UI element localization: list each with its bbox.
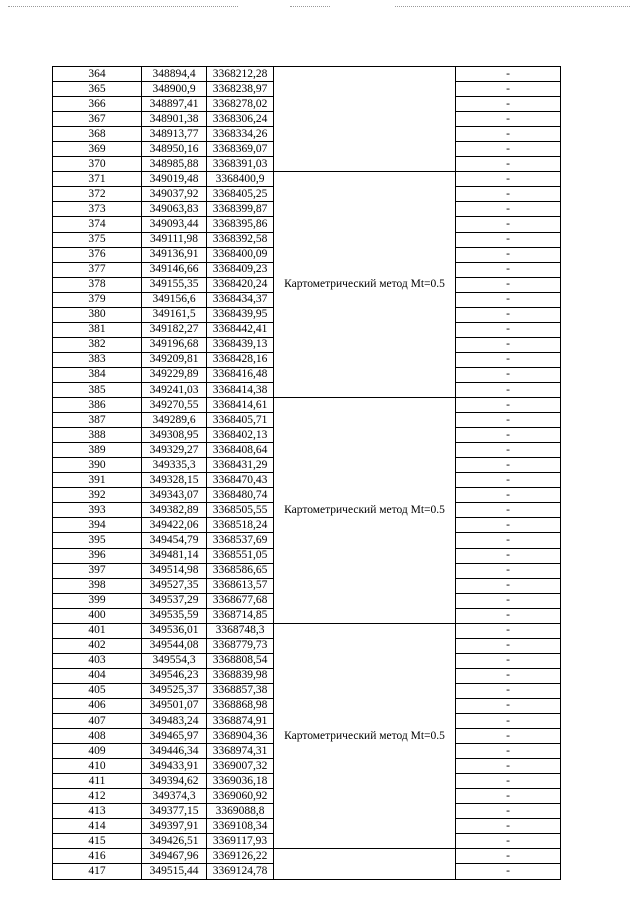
note-cell: -: [456, 774, 561, 789]
point-number-cell: 381: [53, 322, 142, 337]
y-coordinate-cell: 3368212,28: [207, 67, 274, 82]
y-coordinate-cell: 3368400,9: [207, 172, 274, 187]
point-number-cell: 395: [53, 533, 142, 548]
y-coordinate-cell: 3368392,58: [207, 232, 274, 247]
point-number-cell: 405: [53, 683, 142, 698]
y-coordinate-cell: 3369108,34: [207, 819, 274, 834]
note-cell: -: [456, 307, 561, 322]
y-coordinate-cell: 3368518,24: [207, 518, 274, 533]
x-coordinate-cell: 349063,83: [142, 202, 207, 217]
x-coordinate-cell: 349093,44: [142, 217, 207, 232]
table-row: [53, 849, 561, 864]
point-number-cell: 370: [53, 157, 142, 172]
point-number-cell: 394: [53, 518, 142, 533]
x-coordinate-cell: 349514,98: [142, 563, 207, 578]
point-number-cell: 416: [53, 849, 142, 864]
x-coordinate-cell: 348913,77: [142, 127, 207, 142]
point-number-cell: 384: [53, 367, 142, 382]
note-cell: -: [456, 653, 561, 668]
note-cell: -: [456, 593, 561, 608]
y-coordinate-cell: 3368405,71: [207, 413, 274, 428]
y-coordinate-cell: 3368399,87: [207, 202, 274, 217]
x-coordinate-cell: 349241,03: [142, 382, 207, 397]
note-cell: -: [456, 428, 561, 443]
y-coordinate-cell: 3368416,48: [207, 367, 274, 382]
point-number-cell: 399: [53, 593, 142, 608]
x-coordinate-cell: 349501,07: [142, 698, 207, 713]
point-number-cell: 368: [53, 127, 142, 142]
note-cell: -: [456, 367, 561, 382]
x-coordinate-cell: 349182,27: [142, 322, 207, 337]
note-cell: -: [456, 337, 561, 352]
note-cell: -: [456, 262, 561, 277]
note-cell: -: [456, 819, 561, 834]
note-cell: -: [456, 608, 561, 623]
point-number-cell: 388: [53, 428, 142, 443]
note-cell: -: [456, 232, 561, 247]
y-coordinate-cell: 3368677,68: [207, 593, 274, 608]
note-cell: -: [456, 759, 561, 774]
x-coordinate-cell: 348894,4: [142, 67, 207, 82]
scan-artifact-line: [290, 6, 330, 7]
point-number-cell: 393: [53, 503, 142, 518]
y-coordinate-cell: 3368414,61: [207, 398, 274, 413]
method-cell: [274, 849, 456, 879]
point-number-cell: 397: [53, 563, 142, 578]
x-coordinate-cell: 349335,3: [142, 458, 207, 473]
y-coordinate-cell: 3368400,09: [207, 247, 274, 262]
x-coordinate-cell: 349382,89: [142, 503, 207, 518]
x-coordinate-cell: 349544,08: [142, 638, 207, 653]
y-coordinate-cell: 3368874,91: [207, 714, 274, 729]
point-number-cell: 387: [53, 413, 142, 428]
note-cell: -: [456, 578, 561, 593]
table-row: [53, 623, 561, 638]
point-number-cell: 403: [53, 653, 142, 668]
y-coordinate-cell: 3368839,98: [207, 668, 274, 683]
x-coordinate-cell: 349037,92: [142, 187, 207, 202]
point-number-cell: 375: [53, 232, 142, 247]
y-coordinate-cell: 3368395,86: [207, 217, 274, 232]
x-coordinate-cell: 349515,44: [142, 864, 207, 879]
y-coordinate-cell: 3368586,65: [207, 563, 274, 578]
point-number-cell: 417: [53, 864, 142, 879]
x-coordinate-cell: 349554,3: [142, 653, 207, 668]
y-coordinate-cell: 3368904,36: [207, 729, 274, 744]
scan-artifact-line: [8, 6, 238, 7]
y-coordinate-cell: 3368278,02: [207, 97, 274, 112]
scan-artifact-line: [395, 6, 630, 7]
point-number-cell: 385: [53, 382, 142, 397]
y-coordinate-cell: 3368439,95: [207, 307, 274, 322]
note-cell: -: [456, 623, 561, 638]
note-cell: -: [456, 714, 561, 729]
x-coordinate-cell: 349155,35: [142, 277, 207, 292]
y-coordinate-cell: 3368480,74: [207, 488, 274, 503]
note-cell: -: [456, 202, 561, 217]
note-cell: -: [456, 382, 561, 397]
point-number-cell: 367: [53, 112, 142, 127]
x-coordinate-cell: 349374,3: [142, 789, 207, 804]
x-coordinate-cell: 349535,59: [142, 608, 207, 623]
x-coordinate-cell: 348985,88: [142, 157, 207, 172]
note-cell: -: [456, 698, 561, 713]
note-cell: -: [456, 488, 561, 503]
y-coordinate-cell: 3368431,29: [207, 458, 274, 473]
y-coordinate-cell: 3368391,03: [207, 157, 274, 172]
y-coordinate-cell: 3368857,38: [207, 683, 274, 698]
x-coordinate-cell: 349525,37: [142, 683, 207, 698]
point-number-cell: 380: [53, 307, 142, 322]
x-coordinate-cell: 348950,16: [142, 142, 207, 157]
y-coordinate-cell: 3369117,93: [207, 834, 274, 849]
point-number-cell: 409: [53, 744, 142, 759]
x-coordinate-cell: 349146,66: [142, 262, 207, 277]
point-number-cell: 364: [53, 67, 142, 82]
point-number-cell: 391: [53, 473, 142, 488]
note-cell: -: [456, 187, 561, 202]
y-coordinate-cell: 3368779,73: [207, 638, 274, 653]
x-coordinate-cell: 349161,5: [142, 307, 207, 322]
point-number-cell: 412: [53, 789, 142, 804]
coordinates-table: [52, 66, 561, 880]
x-coordinate-cell: 349546,23: [142, 668, 207, 683]
note-cell: -: [456, 172, 561, 187]
x-coordinate-cell: 349308,95: [142, 428, 207, 443]
method-cell: Картометрический метод Mt=0.5: [274, 172, 456, 398]
y-coordinate-cell: 3368748,3: [207, 623, 274, 638]
method-cell: Картометрический метод Mt=0.5: [274, 623, 456, 849]
y-coordinate-cell: 3368414,38: [207, 382, 274, 397]
note-cell: -: [456, 352, 561, 367]
point-number-cell: 365: [53, 82, 142, 97]
point-number-cell: 372: [53, 187, 142, 202]
note-cell: -: [456, 247, 561, 262]
table-row: [53, 67, 561, 82]
x-coordinate-cell: 349394,62: [142, 774, 207, 789]
point-number-cell: 366: [53, 97, 142, 112]
note-cell: -: [456, 112, 561, 127]
x-coordinate-cell: 349433,91: [142, 759, 207, 774]
point-number-cell: 401: [53, 623, 142, 638]
note-cell: -: [456, 864, 561, 879]
note-cell: -: [456, 683, 561, 698]
method-cell: Картометрический метод Mt=0.5: [274, 398, 456, 624]
y-coordinate-cell: 3369060,92: [207, 789, 274, 804]
table-row: [53, 398, 561, 413]
y-coordinate-cell: 3368306,24: [207, 112, 274, 127]
point-number-cell: 407: [53, 714, 142, 729]
y-coordinate-cell: 3368420,24: [207, 277, 274, 292]
y-coordinate-cell: 3369007,32: [207, 759, 274, 774]
x-coordinate-cell: 349019,48: [142, 172, 207, 187]
note-cell: -: [456, 729, 561, 744]
y-coordinate-cell: 3368868,98: [207, 698, 274, 713]
note-cell: -: [456, 398, 561, 413]
x-coordinate-cell: 349329,27: [142, 443, 207, 458]
x-coordinate-cell: 348901,38: [142, 112, 207, 127]
note-cell: -: [456, 322, 561, 337]
note-cell: -: [456, 804, 561, 819]
y-coordinate-cell: 3369126,22: [207, 849, 274, 864]
x-coordinate-cell: 348897,41: [142, 97, 207, 112]
x-coordinate-cell: 349111,98: [142, 232, 207, 247]
method-cell: [274, 67, 456, 172]
x-coordinate-cell: 349426,51: [142, 834, 207, 849]
y-coordinate-cell: 3369088,8: [207, 804, 274, 819]
y-coordinate-cell: 3368551,05: [207, 548, 274, 563]
x-coordinate-cell: 349454,79: [142, 533, 207, 548]
x-coordinate-cell: 349446,34: [142, 744, 207, 759]
x-coordinate-cell: 349481,14: [142, 548, 207, 563]
x-coordinate-cell: 349377,15: [142, 804, 207, 819]
note-cell: -: [456, 834, 561, 849]
x-coordinate-cell: 349136,91: [142, 247, 207, 262]
note-cell: -: [456, 503, 561, 518]
y-coordinate-cell: 3368537,69: [207, 533, 274, 548]
x-coordinate-cell: 349397,91: [142, 819, 207, 834]
y-coordinate-cell: 3368334,26: [207, 127, 274, 142]
y-coordinate-cell: 3368428,16: [207, 352, 274, 367]
note-cell: -: [456, 217, 561, 232]
x-coordinate-cell: 349422,06: [142, 518, 207, 533]
point-number-cell: 398: [53, 578, 142, 593]
point-number-cell: 402: [53, 638, 142, 653]
point-number-cell: 378: [53, 277, 142, 292]
x-coordinate-cell: 349328,15: [142, 473, 207, 488]
y-coordinate-cell: 3368434,37: [207, 292, 274, 307]
note-cell: -: [456, 518, 561, 533]
x-coordinate-cell: 349196,68: [142, 337, 207, 352]
point-number-cell: 382: [53, 337, 142, 352]
note-cell: -: [456, 789, 561, 804]
y-coordinate-cell: 3368238,97: [207, 82, 274, 97]
point-number-cell: 408: [53, 729, 142, 744]
note-cell: -: [456, 849, 561, 864]
y-coordinate-cell: 3368613,57: [207, 578, 274, 593]
point-number-cell: 404: [53, 668, 142, 683]
x-coordinate-cell: 349465,97: [142, 729, 207, 744]
point-number-cell: 414: [53, 819, 142, 834]
y-coordinate-cell: 3369036,18: [207, 774, 274, 789]
x-coordinate-cell: 349343,07: [142, 488, 207, 503]
point-number-cell: 376: [53, 247, 142, 262]
note-cell: -: [456, 744, 561, 759]
point-number-cell: 392: [53, 488, 142, 503]
point-number-cell: 389: [53, 443, 142, 458]
point-number-cell: 379: [53, 292, 142, 307]
point-number-cell: 386: [53, 398, 142, 413]
y-coordinate-cell: 3368409,23: [207, 262, 274, 277]
point-number-cell: 371: [53, 172, 142, 187]
note-cell: -: [456, 67, 561, 82]
y-coordinate-cell: 3368470,43: [207, 473, 274, 488]
x-coordinate-cell: 348900,9: [142, 82, 207, 97]
note-cell: -: [456, 473, 561, 488]
x-coordinate-cell: 349289,6: [142, 413, 207, 428]
y-coordinate-cell: 3368808,54: [207, 653, 274, 668]
x-coordinate-cell: 349467,96: [142, 849, 207, 864]
x-coordinate-cell: 349270,55: [142, 398, 207, 413]
y-coordinate-cell: 3369124,78: [207, 864, 274, 879]
y-coordinate-cell: 3368714,85: [207, 608, 274, 623]
note-cell: -: [456, 443, 561, 458]
x-coordinate-cell: 349527,35: [142, 578, 207, 593]
point-number-cell: 374: [53, 217, 142, 232]
note-cell: -: [456, 292, 561, 307]
table-row: [53, 172, 561, 187]
point-number-cell: 396: [53, 548, 142, 563]
point-number-cell: 390: [53, 458, 142, 473]
point-number-cell: 415: [53, 834, 142, 849]
point-number-cell: 413: [53, 804, 142, 819]
note-cell: -: [456, 277, 561, 292]
x-coordinate-cell: 349229,89: [142, 367, 207, 382]
note-cell: -: [456, 413, 561, 428]
note-cell: -: [456, 563, 561, 578]
point-number-cell: 377: [53, 262, 142, 277]
note-cell: -: [456, 638, 561, 653]
point-number-cell: 373: [53, 202, 142, 217]
note-cell: -: [456, 458, 561, 473]
point-number-cell: 411: [53, 774, 142, 789]
note-cell: -: [456, 127, 561, 142]
note-cell: -: [456, 157, 561, 172]
x-coordinate-cell: 349156,6: [142, 292, 207, 307]
y-coordinate-cell: 3368405,25: [207, 187, 274, 202]
note-cell: -: [456, 668, 561, 683]
x-coordinate-cell: 349209,81: [142, 352, 207, 367]
y-coordinate-cell: 3368408,64: [207, 443, 274, 458]
note-cell: -: [456, 548, 561, 563]
x-coordinate-cell: 349536,01: [142, 623, 207, 638]
point-number-cell: 383: [53, 352, 142, 367]
note-cell: -: [456, 533, 561, 548]
y-coordinate-cell: 3368439,13: [207, 337, 274, 352]
y-coordinate-cell: 3368402,13: [207, 428, 274, 443]
y-coordinate-cell: 3368369,07: [207, 142, 274, 157]
point-number-cell: 400: [53, 608, 142, 623]
y-coordinate-cell: 3368974,31: [207, 744, 274, 759]
note-cell: -: [456, 82, 561, 97]
point-number-cell: 406: [53, 698, 142, 713]
y-coordinate-cell: 3368505,55: [207, 503, 274, 518]
note-cell: -: [456, 142, 561, 157]
x-coordinate-cell: 349483,24: [142, 714, 207, 729]
y-coordinate-cell: 3368442,41: [207, 322, 274, 337]
x-coordinate-cell: 349537,29: [142, 593, 207, 608]
point-number-cell: 369: [53, 142, 142, 157]
point-number-cell: 410: [53, 759, 142, 774]
note-cell: -: [456, 97, 561, 112]
